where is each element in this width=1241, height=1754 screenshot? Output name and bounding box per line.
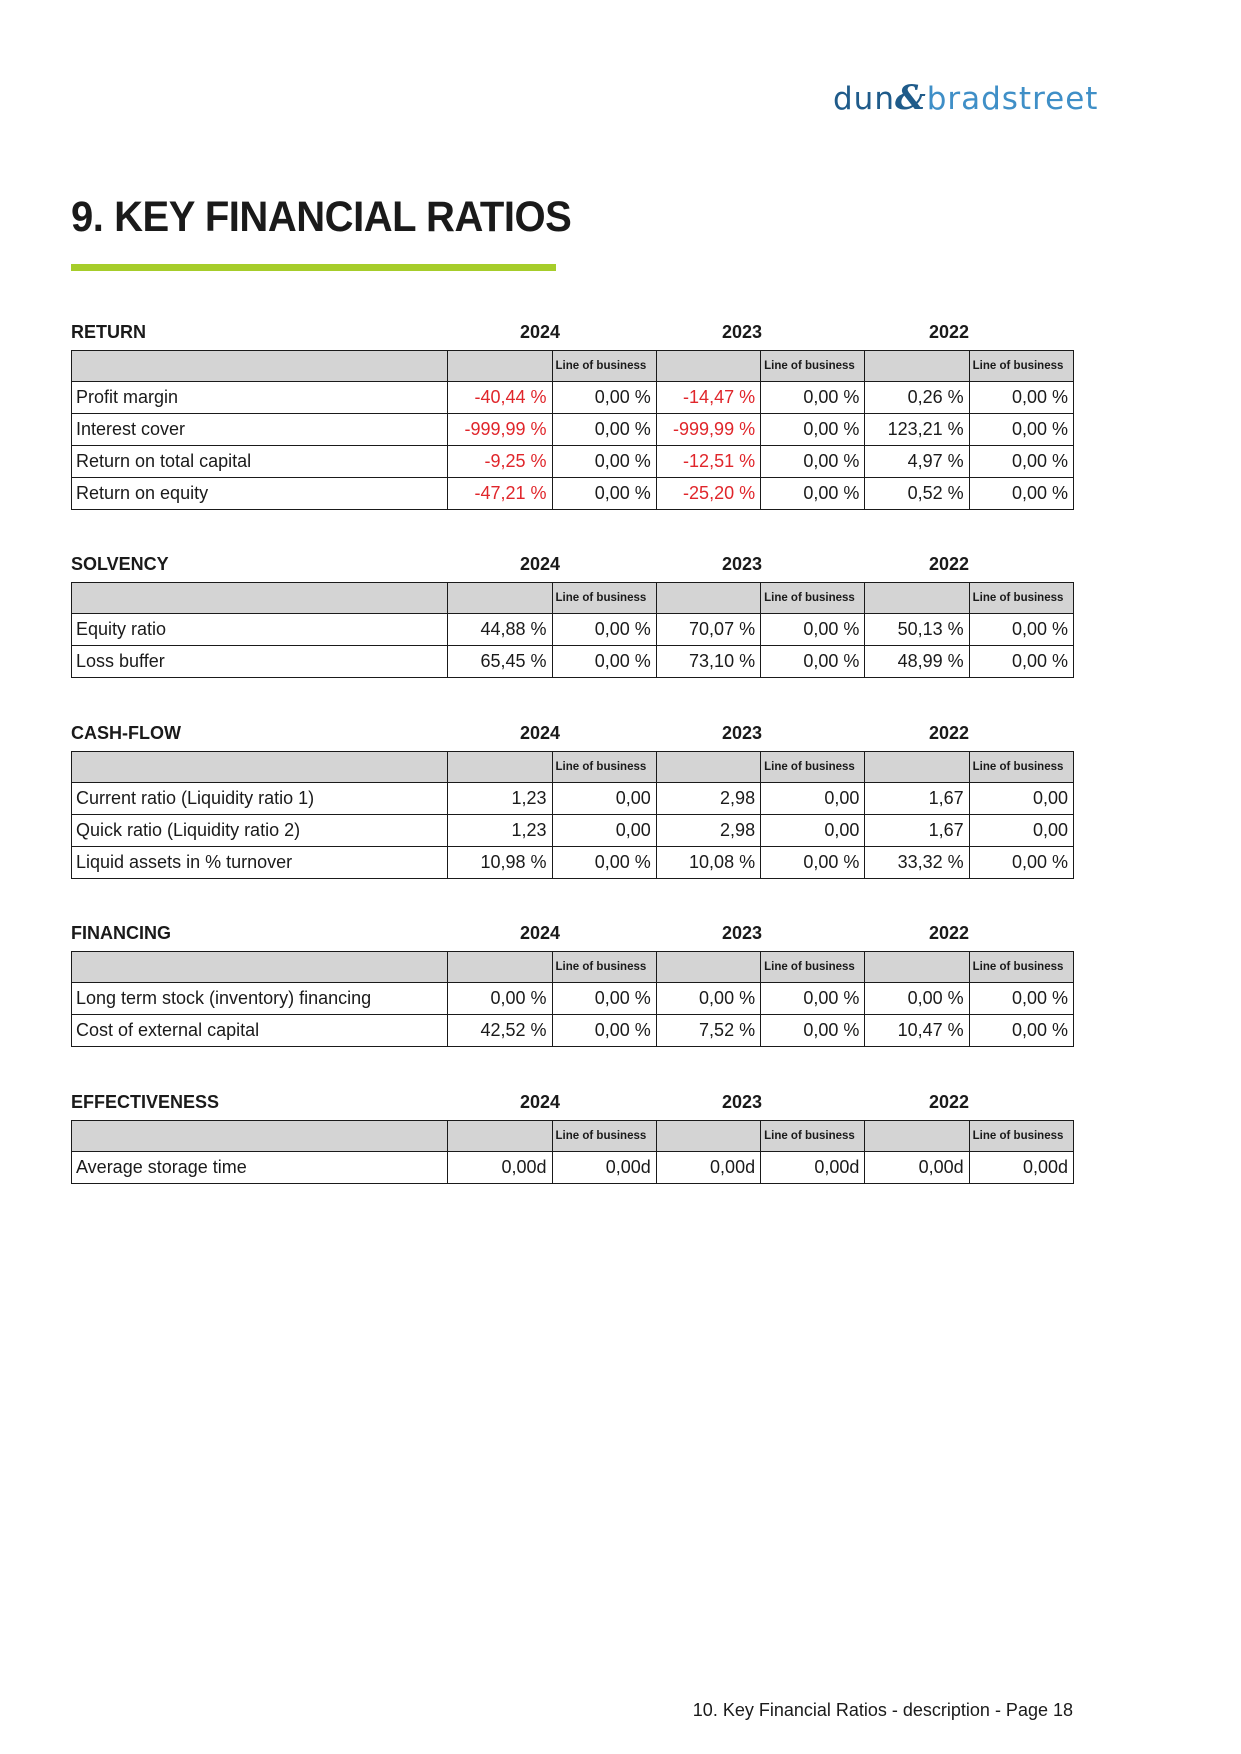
line-of-business-value: 0,00d (761, 1152, 865, 1184)
header-cell (656, 583, 760, 614)
line-of-business-value: 0,00d (552, 1152, 656, 1184)
ratio-label: Cost of external capital (72, 1015, 448, 1047)
line-of-business-value: 0,00 % (552, 414, 656, 446)
table-row (72, 815, 1074, 847)
dun-bradstreet-logo (833, 78, 1099, 118)
ratio-table (71, 751, 1074, 879)
ratio-value: 1,67 (865, 783, 969, 815)
year-label: 2023 (722, 1092, 763, 1112)
line-of-business-header: Line of business (552, 351, 656, 382)
table-row (72, 847, 1074, 879)
section-header (71, 921, 1074, 951)
ratio-value: 123,21 % (865, 414, 969, 446)
ratio-value: 10,98 % (448, 847, 552, 879)
year-label: 2022 (929, 1092, 970, 1112)
ratio-value: 73,10 % (656, 646, 760, 678)
ratio-value: 1,23 (448, 783, 552, 815)
line-of-business-header: Line of business (552, 583, 656, 614)
ratio-value: 0,00d (656, 1152, 760, 1184)
ratio-value: -25,20 % (656, 478, 760, 510)
section-header (71, 552, 1074, 582)
ratio-value: 44,88 % (448, 614, 552, 646)
line-of-business-header: Line of business (969, 952, 1073, 983)
header-cell (656, 952, 760, 983)
line-of-business-value: 0,00 (969, 815, 1073, 847)
section-financing (71, 921, 1074, 1047)
header-cell (865, 952, 969, 983)
line-of-business-value: 0,00 % (761, 983, 865, 1015)
ratio-value: -12,51 % (656, 446, 760, 478)
logo-text-dun: dun (833, 81, 895, 117)
table-row (72, 446, 1074, 478)
line-of-business-value: 0,00 (969, 783, 1073, 815)
line-of-business-value: 0,00 % (552, 382, 656, 414)
year-label: 2022 (929, 554, 970, 574)
year-label: 2024 (520, 1092, 561, 1112)
section-cash-flow (71, 721, 1074, 879)
year-label: 2022 (929, 723, 970, 743)
line-of-business-value: 0,00 % (761, 847, 865, 879)
section-title: RETURN (71, 322, 146, 342)
ratio-label: Return on total capital (72, 446, 448, 478)
ratio-value: 50,13 % (865, 614, 969, 646)
table-header-row (72, 583, 1074, 614)
header-cell (448, 351, 552, 382)
ratio-value: 0,52 % (865, 478, 969, 510)
ratio-label: Current ratio (Liquidity ratio 1) (72, 783, 448, 815)
line-of-business-header: Line of business (969, 752, 1073, 783)
line-of-business-value: 0,00 % (552, 983, 656, 1015)
section-header (71, 320, 1074, 350)
ratio-value: 0,00d (448, 1152, 552, 1184)
ratio-label: Interest cover (72, 414, 448, 446)
ratio-value: 4,97 % (865, 446, 969, 478)
line-of-business-header: Line of business (552, 952, 656, 983)
line-of-business-value: 0,00 % (552, 614, 656, 646)
header-cell (448, 752, 552, 783)
line-of-business-header: Line of business (552, 1121, 656, 1152)
line-of-business-header: Line of business (761, 351, 865, 382)
title-underline (71, 264, 556, 271)
table-header-row (72, 1121, 1074, 1152)
year-label: 2024 (520, 923, 561, 943)
ratio-label: Return on equity (72, 478, 448, 510)
ratio-value: 10,47 % (865, 1015, 969, 1047)
section-title: CASH-FLOW (71, 723, 181, 743)
header-cell (656, 752, 760, 783)
line-of-business-value: 0,00 (552, 783, 656, 815)
ratio-label: Loss buffer (72, 646, 448, 678)
section-title: EFFECTIVENESS (71, 1092, 220, 1112)
line-of-business-value: 0,00 % (552, 478, 656, 510)
table-row (72, 1152, 1074, 1184)
line-of-business-header: Line of business (969, 583, 1073, 614)
ratio-value: -999,99 % (656, 414, 760, 446)
section-effectiveness (71, 1090, 1074, 1184)
line-of-business-value: 0,00 (761, 815, 865, 847)
ratio-value: 65,45 % (448, 646, 552, 678)
section-title: SOLVENCY (71, 554, 169, 574)
line-of-business-value: 0,00 % (969, 1015, 1073, 1047)
ratio-value: 42,52 % (448, 1015, 552, 1047)
line-of-business-header: Line of business (552, 752, 656, 783)
ratio-label: Liquid assets in % turnover (72, 847, 448, 879)
ratio-value: 0,00 % (865, 983, 969, 1015)
year-label: 2023 (722, 923, 763, 943)
ratio-label: Profit margin (72, 382, 448, 414)
section-header (71, 1090, 1074, 1120)
ratio-value: -9,25 % (448, 446, 552, 478)
line-of-business-value: 0,00d (969, 1152, 1073, 1184)
line-of-business-value: 0,00 (761, 783, 865, 815)
section-return (71, 320, 1074, 510)
ratio-value: 0,00 % (656, 983, 760, 1015)
ratio-label: Quick ratio (Liquidity ratio 2) (72, 815, 448, 847)
header-cell (72, 583, 448, 614)
ratio-value: 2,98 (656, 815, 760, 847)
section-header (71, 721, 1074, 751)
ratio-value: -999,99 % (448, 414, 552, 446)
ratio-value: 0,00 % (448, 983, 552, 1015)
line-of-business-value: 0,00 % (761, 646, 865, 678)
ratio-value: -14,47 % (656, 382, 760, 414)
line-of-business-value: 0,00 % (552, 646, 656, 678)
table-row (72, 478, 1074, 510)
logo-text-bradstreet: bradstreet (926, 81, 1099, 117)
header-cell (72, 952, 448, 983)
line-of-business-value: 0,00 % (969, 446, 1073, 478)
section-solvency (71, 552, 1074, 678)
ratio-value: -40,44 % (448, 382, 552, 414)
table-header-row (72, 952, 1074, 983)
line-of-business-value: 0,00 % (761, 382, 865, 414)
line-of-business-value: 0,00 % (969, 382, 1073, 414)
header-cell (865, 583, 969, 614)
ratio-value: 70,07 % (656, 614, 760, 646)
header-cell (865, 752, 969, 783)
ratio-label: Equity ratio (72, 614, 448, 646)
header-cell (448, 952, 552, 983)
page-footer: 10. Key Financial Ratios - description - Page 18 (692, 1700, 1073, 1720)
ratio-table (71, 1120, 1074, 1184)
line-of-business-value: 0,00 % (761, 1015, 865, 1047)
header-cell (72, 1121, 448, 1152)
year-label: 2023 (722, 554, 763, 574)
ratio-value: -47,21 % (448, 478, 552, 510)
line-of-business-value: 0,00 % (969, 847, 1073, 879)
ratio-table (71, 350, 1074, 510)
table-row (72, 983, 1074, 1015)
ratio-value: 48,99 % (865, 646, 969, 678)
line-of-business-header: Line of business (969, 1121, 1073, 1152)
year-label: 2024 (520, 322, 561, 342)
line-of-business-value: 0,00 % (969, 478, 1073, 510)
table-row (72, 646, 1074, 678)
year-label: 2023 (722, 322, 763, 342)
section-title: FINANCING (71, 923, 171, 943)
line-of-business-value: 0,00 % (969, 414, 1073, 446)
ratio-value: 0,26 % (865, 382, 969, 414)
year-label: 2023 (722, 723, 763, 743)
ratio-value: 0,00d (865, 1152, 969, 1184)
header-cell (865, 1121, 969, 1152)
ratio-table (71, 951, 1074, 1047)
ratio-label: Long term stock (inventory) financing (72, 983, 448, 1015)
table-header-row (72, 752, 1074, 783)
header-cell (656, 1121, 760, 1152)
header-cell (656, 351, 760, 382)
table-header-row (72, 351, 1074, 382)
line-of-business-value: 0,00 % (552, 446, 656, 478)
table-row (72, 783, 1074, 815)
year-label: 2022 (929, 923, 970, 943)
header-cell (448, 583, 552, 614)
year-label: 2024 (520, 723, 561, 743)
line-of-business-header: Line of business (761, 952, 865, 983)
header-cell (72, 752, 448, 783)
line-of-business-value: 0,00 % (761, 414, 865, 446)
ratio-label: Average storage time (72, 1152, 448, 1184)
table-row (72, 614, 1074, 646)
line-of-business-header: Line of business (761, 1121, 865, 1152)
line-of-business-header: Line of business (761, 752, 865, 783)
page-title: 9. KEY FINANCIAL RATIOS (71, 193, 572, 241)
line-of-business-value: 0,00 (552, 815, 656, 847)
ratio-value: 7,52 % (656, 1015, 760, 1047)
ratio-value: 1,23 (448, 815, 552, 847)
ratio-value: 33,32 % (865, 847, 969, 879)
table-row (72, 382, 1074, 414)
line-of-business-value: 0,00 % (552, 847, 656, 879)
year-label: 2024 (520, 554, 561, 574)
line-of-business-value: 0,00 % (761, 614, 865, 646)
line-of-business-value: 0,00 % (969, 983, 1073, 1015)
line-of-business-value: 0,00 % (969, 646, 1073, 678)
line-of-business-header: Line of business (761, 583, 865, 614)
header-cell (448, 1121, 552, 1152)
ratio-value: 2,98 (656, 783, 760, 815)
year-label: 2022 (929, 322, 970, 342)
ratio-value: 1,67 (865, 815, 969, 847)
line-of-business-value: 0,00 % (761, 478, 865, 510)
line-of-business-header: Line of business (969, 351, 1073, 382)
line-of-business-value: 0,00 % (761, 446, 865, 478)
ratio-value: 10,08 % (656, 847, 760, 879)
logo-ampersand: & (894, 78, 927, 118)
header-cell (72, 351, 448, 382)
table-row (72, 1015, 1074, 1047)
line-of-business-value: 0,00 % (552, 1015, 656, 1047)
ratio-table (71, 582, 1074, 678)
header-cell (865, 351, 969, 382)
table-row (72, 414, 1074, 446)
line-of-business-value: 0,00 % (969, 614, 1073, 646)
